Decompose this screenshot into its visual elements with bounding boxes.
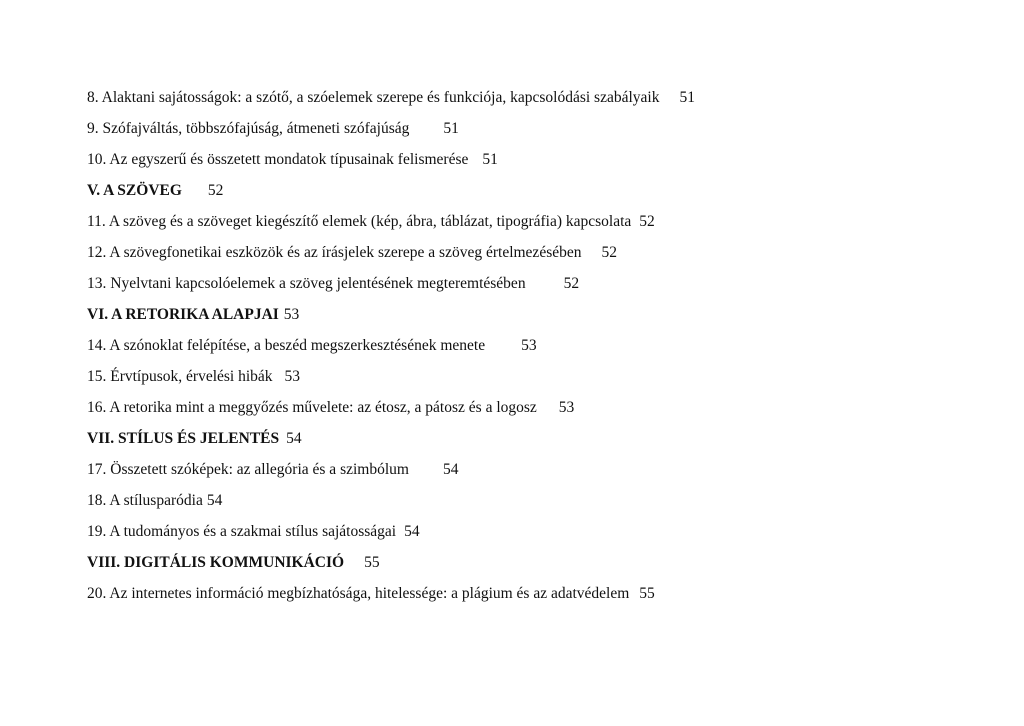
toc-line <box>87 208 987 239</box>
toc-entry-title: 11. A szöveg és a szöveget kiegészítő elemek (kép, ábra, táblázat, tipográfia) kapcsolata <box>87 213 632 230</box>
toc-heading-title: VII. STÍLUS ÉS JELENTÉS <box>87 430 280 447</box>
toc-section-heading <box>87 425 987 456</box>
toc-section-heading <box>87 301 987 332</box>
toc-line <box>87 84 987 115</box>
toc-line <box>87 239 987 270</box>
toc-page-number: 52 <box>601 244 617 261</box>
toc-entry-title: 15. Érvtípusok, érvelési hibák <box>87 368 273 385</box>
toc-page-number: 53 <box>283 306 300 323</box>
toc-page-number: 54 <box>442 461 459 478</box>
toc-entry-title: 9. Szófajváltás, többszófajúság, átmeneti szófajúság <box>87 120 410 137</box>
toc-line <box>87 146 987 177</box>
toc-page-number: 53 <box>284 368 301 385</box>
toc-entry-title: 19. A tudományos és a szakmai stílus sajátosságai <box>87 523 397 540</box>
toc-entry-title: 10. Az egyszerű és összetett mondatok típusainak felismerése <box>87 151 469 168</box>
toc-line <box>87 456 987 487</box>
toc-heading-title: VI. A RETORIKA ALAPJAI <box>87 306 279 323</box>
toc-heading-title: VIII. DIGITÁLIS KOMMUNIKÁCIÓ <box>87 554 345 571</box>
toc-entry-title: 12. A szövegfonetikai eszközök és az írásjelek szerepe a szöveg értelmezésében <box>87 244 582 261</box>
toc-line <box>87 580 987 611</box>
toc-page-number: 51 <box>443 120 459 137</box>
toc-page-number: 53 <box>558 399 575 416</box>
toc-page-number: 52 <box>207 182 224 199</box>
toc-section-heading <box>87 549 987 580</box>
toc-page-number: 54 <box>404 523 420 540</box>
toc-entry-title: 17. Összetett szóképek: az allegória és a szimbólum <box>87 461 409 478</box>
toc-page-number: 54 <box>206 492 223 509</box>
toc-line <box>87 518 987 549</box>
toc-entry-title: 14. A szónoklat felépítése, a beszéd megszerkesztésének menete <box>87 337 486 354</box>
toc-entry-title: 20. Az internetes információ megbízhatósága, hitelessége: a plágium és az adatvédelem <box>87 585 630 602</box>
toc-line <box>87 332 987 363</box>
toc-entry-title: 16. A retorika mint a meggyőzés művelete: az étosz, a pátosz és a logosz <box>87 399 537 416</box>
toc-line <box>87 115 987 146</box>
toc-page-number: 53 <box>521 337 537 354</box>
table-of-contents <box>87 84 987 611</box>
toc-line <box>87 487 987 518</box>
toc-page-number: 55 <box>639 585 655 602</box>
toc-line <box>87 394 987 425</box>
toc-entry-title: 18. A stílusparódia <box>87 492 203 509</box>
toc-page-number: 55 <box>364 554 380 571</box>
toc-entry-title: 13. Nyelvtani kapcsolóelemek a szöveg jelentésének megteremtésében <box>87 275 526 292</box>
toc-page-number: 52 <box>639 213 655 230</box>
toc-page-number: 51 <box>482 151 498 168</box>
toc-page-number: 52 <box>563 275 580 292</box>
toc-section-heading <box>87 177 987 208</box>
toc-heading-title: V. A SZÖVEG <box>87 182 182 199</box>
toc-page-number: 51 <box>679 89 695 106</box>
toc-line <box>87 270 987 301</box>
toc-page-number: 54 <box>286 430 302 447</box>
toc-line <box>87 363 987 394</box>
toc-entry-title: 8. Alaktani sajátosságok: a szótő, a szóelemek szerepe és funkciója, kapcsolódási szabályaik <box>87 89 660 106</box>
